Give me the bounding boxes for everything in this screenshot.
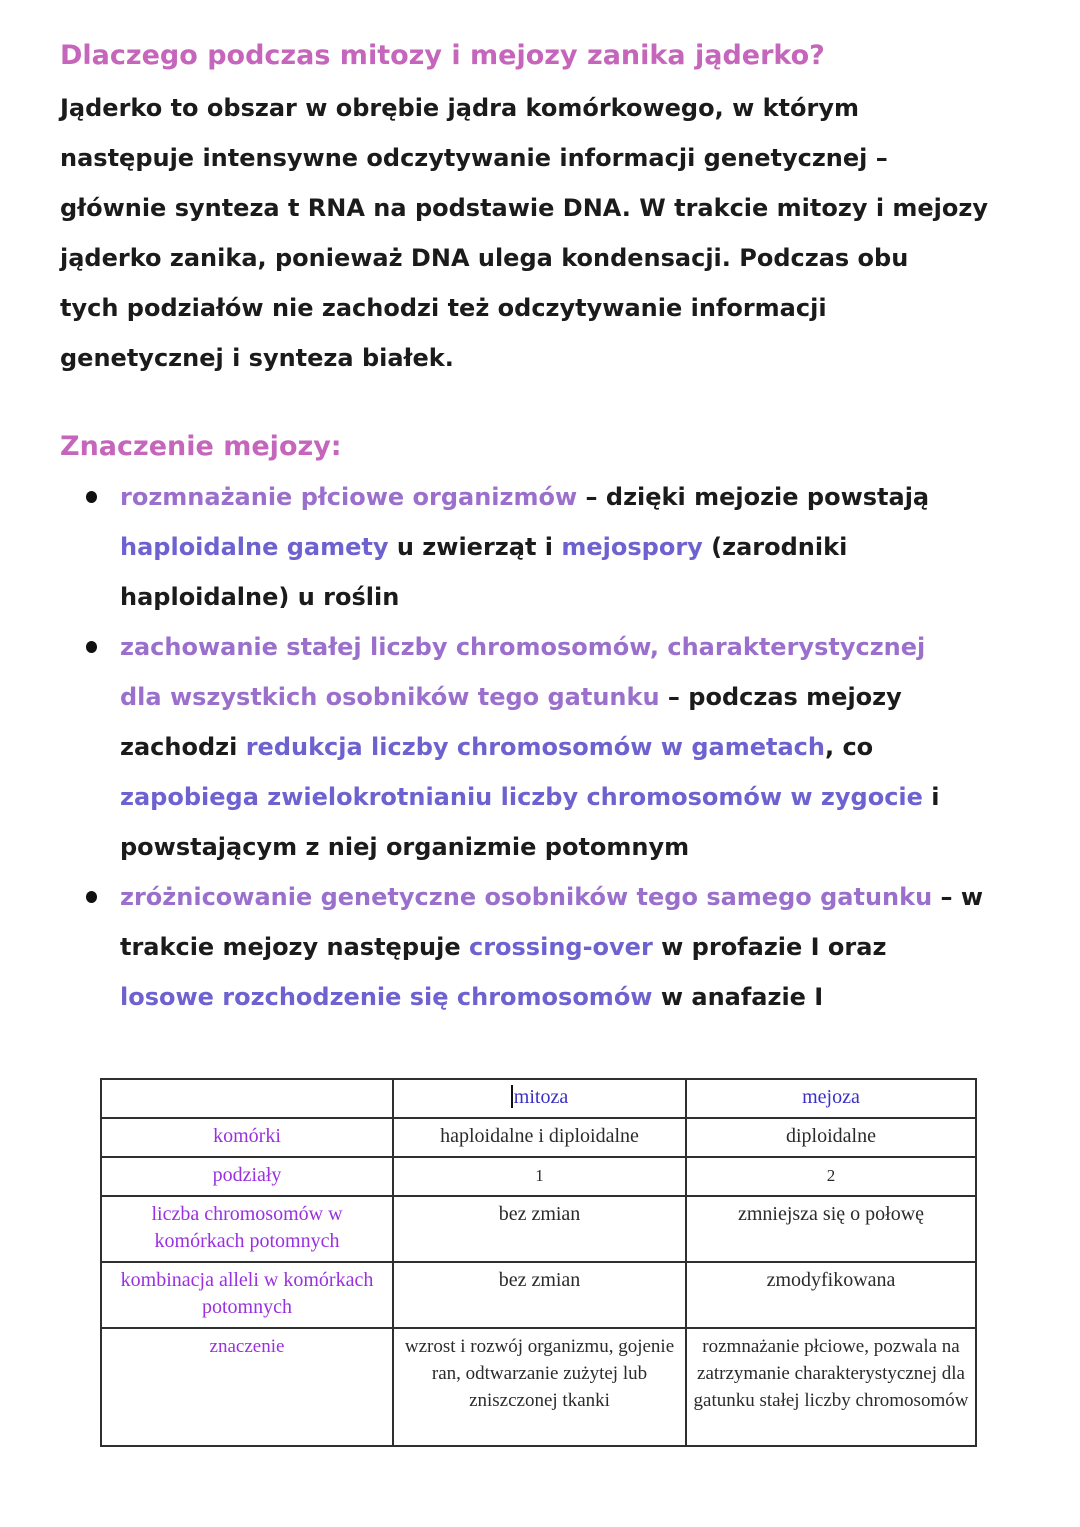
section-heading: Znaczenie mejozy: bbox=[60, 431, 342, 462]
row-label: kombinacja alleli w komórkach potomnych bbox=[101, 1262, 393, 1328]
text-segment: zachodzi bbox=[120, 733, 246, 761]
text-segment: redukcja liczby chromosomów w gametach bbox=[245, 733, 825, 761]
list-item-chromosome-number bbox=[60, 622, 1080, 872]
row-label: podziały bbox=[101, 1157, 393, 1196]
text-segment: u zwierząt i bbox=[388, 533, 562, 561]
question-heading: Dlaczego podczas mitozy i mejozy zanika jąderko? bbox=[60, 40, 825, 71]
bullet-line bbox=[120, 472, 1080, 522]
table-row bbox=[101, 1262, 976, 1328]
cell-mitoza: bez zmian bbox=[393, 1262, 686, 1328]
table-row bbox=[101, 1196, 976, 1262]
text-segment: zapobiega zwielokrotnianiu liczby chromosomów w zygocie bbox=[120, 783, 923, 811]
text-segment: – dzięki mejozie powstają bbox=[577, 483, 930, 511]
text-cursor bbox=[511, 1085, 513, 1108]
bullet-line bbox=[120, 572, 1080, 622]
paragraph-line: Jąderko to obszar w obrębie jądra komórkowego, w którym bbox=[60, 94, 860, 122]
text-segment: i bbox=[922, 783, 940, 811]
cell-mitoza: wzrost i rozwój organizmu, gojenie ran, odtwarzanie zużytej lub zniszczonej tkanki bbox=[393, 1328, 686, 1446]
column-header-mejoza: mejoza bbox=[686, 1079, 976, 1118]
cell-mejoza: 2 bbox=[686, 1157, 976, 1196]
text-segment: haploidalne) u roślin bbox=[120, 583, 400, 611]
bullet-line bbox=[120, 672, 1080, 722]
cell-mejoza: rozmnażanie płciowe, pozwala na zatrzymanie charakterystycznej dla gatunku stałej liczby chromosomów bbox=[686, 1328, 976, 1446]
text-segment: powstającym z niej organizmie potomnym bbox=[120, 833, 690, 861]
paragraph-line: głównie synteza t RNA na podstawie DNA. W trakcie mitozy i mejozy bbox=[60, 194, 989, 222]
list-item-genetic-diversity bbox=[60, 872, 1080, 1022]
text-segment: dla wszystkich osobników tego gatunku bbox=[120, 683, 660, 711]
paragraph-line: tych podziałów nie zachodzi też odczytywanie informacji bbox=[60, 294, 827, 322]
text-segment: zachowanie stałej liczby chromosomów, charakterystycznej bbox=[120, 633, 926, 661]
text-segment: w anafazie I bbox=[652, 983, 824, 1011]
table-row bbox=[101, 1118, 976, 1157]
text-segment: w profazie I oraz bbox=[652, 933, 887, 961]
text-segment: , co bbox=[824, 733, 874, 761]
paragraph-line: jąderko zanika, ponieważ DNA ulega kondensacji. Podczas obu bbox=[60, 244, 909, 272]
text-segment: trakcie mejozy następuje bbox=[120, 933, 469, 961]
corner-cell bbox=[101, 1079, 393, 1118]
cell-mejoza: zmodyfikowana bbox=[686, 1262, 976, 1328]
text-segment: zróżnicowanie genetyczne osobników tego samego gatunku bbox=[120, 883, 933, 911]
text-segment: rozmnażanie płciowe organizmów bbox=[120, 483, 578, 511]
answer-paragraph bbox=[60, 83, 1080, 383]
bullet-line bbox=[120, 872, 1080, 922]
cell-mitoza: 1 bbox=[393, 1157, 686, 1196]
row-label: liczba chromosomów w komórkach potomnych bbox=[101, 1196, 393, 1262]
cell-mitoza: haploidalne i diploidalne bbox=[393, 1118, 686, 1157]
cell-mitoza: bez zmian bbox=[393, 1196, 686, 1262]
bullet-line bbox=[120, 622, 1080, 672]
row-label: komórki bbox=[101, 1118, 393, 1157]
text-segment: – w bbox=[932, 883, 984, 911]
paragraph-line: genetycznej i synteza białek. bbox=[60, 344, 454, 372]
bullet-line bbox=[120, 922, 1080, 972]
table-row bbox=[101, 1157, 976, 1196]
text-segment: crossing-over bbox=[468, 933, 653, 961]
list-item-sexual-reproduction bbox=[60, 472, 1080, 622]
cell-mejoza: diploidalne bbox=[686, 1118, 976, 1157]
text-segment: (zarodniki bbox=[702, 533, 848, 561]
bullet-line bbox=[120, 722, 1080, 772]
table-row bbox=[101, 1328, 976, 1446]
text-segment: haploidalne gamety bbox=[120, 533, 389, 561]
text-segment: mejospory bbox=[561, 533, 703, 561]
meaning-list bbox=[60, 472, 1080, 1022]
bullet-line bbox=[120, 822, 1080, 872]
text-segment: – podczas mejozy bbox=[659, 683, 902, 711]
table-header-row bbox=[101, 1079, 976, 1118]
bullet-line bbox=[120, 522, 1080, 572]
column-header-mitoza: mitoza bbox=[393, 1079, 686, 1118]
row-label: znaczenie bbox=[101, 1328, 393, 1446]
paragraph-line: następuje intensywne odczytywanie informacji genetycznej – bbox=[60, 144, 888, 172]
comparison-table bbox=[100, 1078, 977, 1447]
bullet-line bbox=[120, 972, 1080, 1022]
bullet-line bbox=[120, 772, 1080, 822]
cell-mejoza: zmniejsza się o połowę bbox=[686, 1196, 976, 1262]
text-segment: losowe rozchodzenie się chromosomów bbox=[120, 983, 653, 1011]
